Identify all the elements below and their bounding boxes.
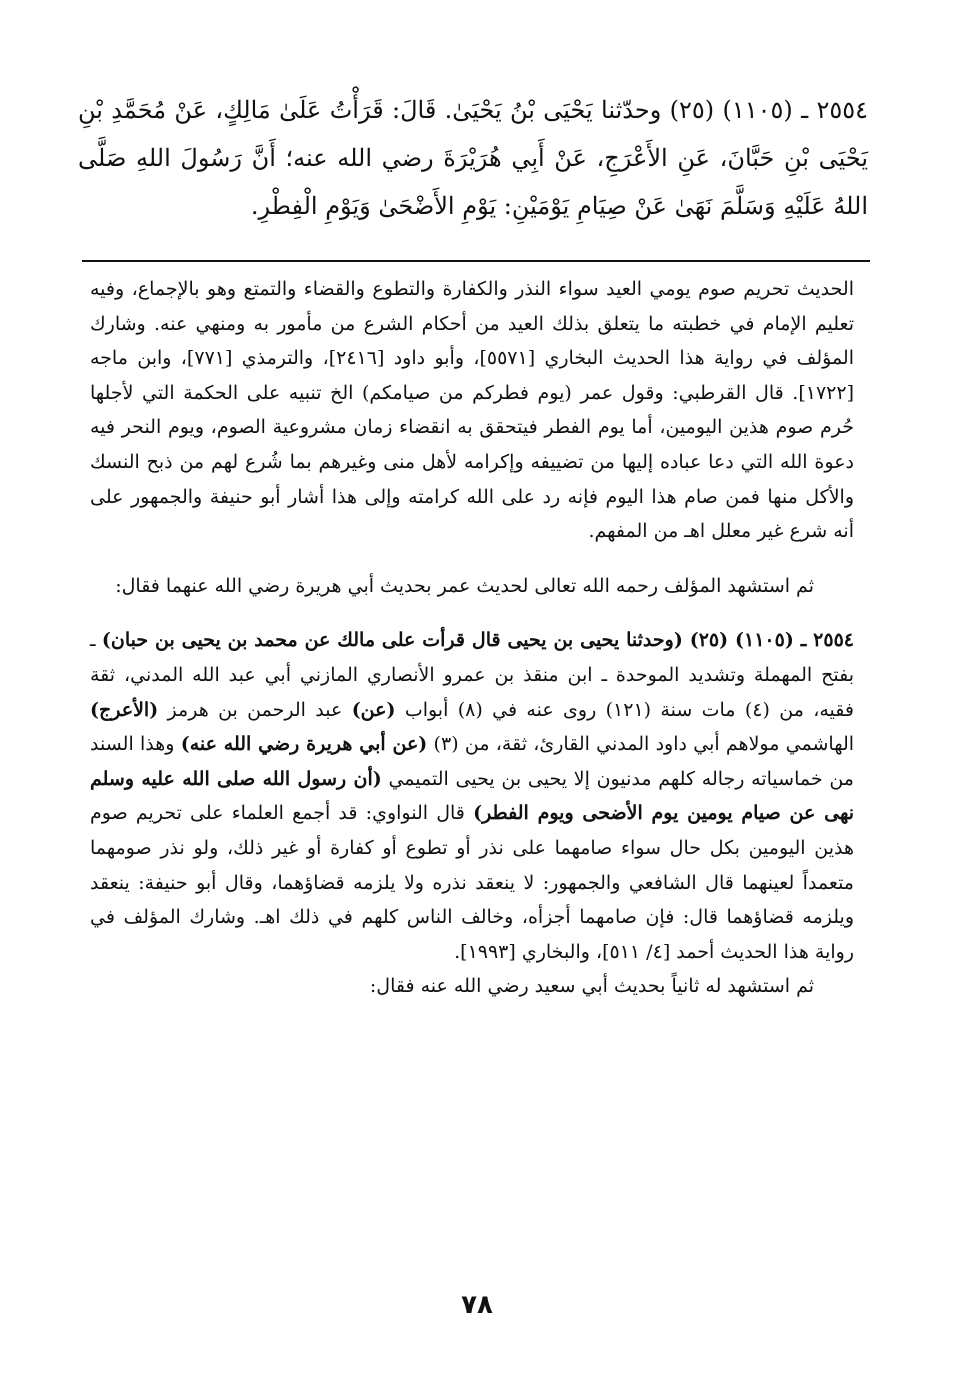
commentary-paragraph-3 <box>90 623 854 969</box>
hadith-number: ٢٥٥٤ ـ (١١٠٥) (٢٥) <box>669 96 868 124</box>
chain-an-bold: (عن) <box>351 698 396 721</box>
hadith-body: وحدّثنا يَحْيَى بْنُ يَحْيَىٰ. قَالَ: قَرَأْتُ عَلَىٰ مَالِكٍ، عَنْ مُحَمَّدِ بْنِ يَحْيَى بْنِ حَبَّانَ، عَنِ الأَعْرَجِ، عَنْ أَبِي هُرَيْرَةَ رضي الله عنه؛ أَنَّ رَسُولَ اللهِ صَلَّى اللهُ عَلَيْهِ وَسَلَّمَ نَهَىٰ عَنْ صِيَامِ يَوْمَيْنِ: يَوْمِ الأَضْحَىٰ وَيَوْمِ الْفِطْرِ. <box>78 96 868 220</box>
narrator-name: عبد الرحمن بن هرمز <box>158 698 352 721</box>
hadith-text-block <box>78 86 868 230</box>
page-number: ٧٨ <box>461 1290 493 1320</box>
chain-abu-hurayra-bold: (عن أبي هريرة رضي الله عنه) <box>180 733 428 756</box>
commentary-paragraph-2: ثم استشهد المؤلف رحمه الله تعالى لحديث عمر بحديث أبي هريرة رضي الله عنهما فقال: <box>115 574 814 597</box>
hadith-matn-bold: (أن رسول الله صلى الله عليه وسلم نهى عن صيام يومين يوم الأضحى ويوم الفطر) <box>90 767 854 825</box>
commentary-paragraph-1: الحديث تحريم صوم يومي العيد سواء النذر والكفارة والتطوع والقضاء والتمتع وهو بالإجماع، وفيه تعليم الإمام في خطبته ما يتعلق بذلك العيد من أحكام الشرع من مأمور به ومنهي عنه. وشارك المؤلف في رواية هذا الحديث البخاري [٥٥٧١]، وأبو داود [٢٤١٦]، والترمذي [٧٧١]، وابن ماجه [١٧٢٢]. قال القرطبي: وقول عمر (يوم فطركم من صيامكم) الخ تنبيه على الحكمة التي لأجلها حُرم صوم هذين اليومين، أما يوم الفطر فيتحقق به انقضاء زمان مشروعية الصوم، ويوم النحر فيه دعوة الله التي دعا عباده إليها من تضييفه وإكرامه لأهل منى وغيرهم بما شُرع لهم من ذبح النسك والأكل منها فمن صام هذا اليوم فإنه رد على الله كرامته وإلى هذا أشار أبو حنيفة والجمهور على أنه شرع غير معلل اهـ من المفهم. <box>90 278 854 543</box>
commentary-block <box>90 272 854 1004</box>
hadith-chain-bold: ٢٥٥٤ ـ (١١٠٥) (٢٥) (وحدثنا يحيى بن يحيى قال قرأت على مالك عن محمد بن يحيى بن حبان) <box>101 629 854 652</box>
commentary-paragraph-4: ثم استشهد له ثانياً بحديث أبي سعيد رضي الله عنه فقال: <box>369 975 814 998</box>
hadith-paragraph <box>78 86 868 230</box>
chain-araj-bold: (الأعرج) <box>90 698 159 721</box>
narrator-detail: الهاشمي مولاهم أبي داود المدني القارئ، ثقة، من (٣) <box>427 733 855 756</box>
divider-line <box>82 260 870 262</box>
narrator-note: ـ بفتح المهملة وتشديد الموحدة ـ ابن منقذ بن عمرو الأنصاري المازني أبي عبد الله المدني، ثقة فقيه، من (٤) مات سنة (١٢١) روى عنه في (٨) أبواب <box>90 629 854 721</box>
chain-note: وهذا السند من خماسياته رجاله كلهم مدنيون إلا يحيى بن يحيى التميمي <box>90 733 854 790</box>
nawawi-commentary: قال النواوي: قد أجمع العلماء على تحريم صوم هذين اليومين بكل حال سواء صامهما على نذر أو تطوع أو كفارة أو غير ذلك، ولو نذر صومهما متعمداً لعينهما قال الشافعي والجمهور: لا ينعقد نذره ولا يلزمه قضاؤهما، وقال أبو حنيفة: ينعقد ويلزمه قضاؤهما قال: فإن صامهما أجزأه، وخالف الناس كلهم في ذلك اهـ. وشارك المؤلف في رواية هذا الحديث أحمد [٤/ ٥١١]، والبخاري [١٩٩٣]. <box>90 802 854 963</box>
